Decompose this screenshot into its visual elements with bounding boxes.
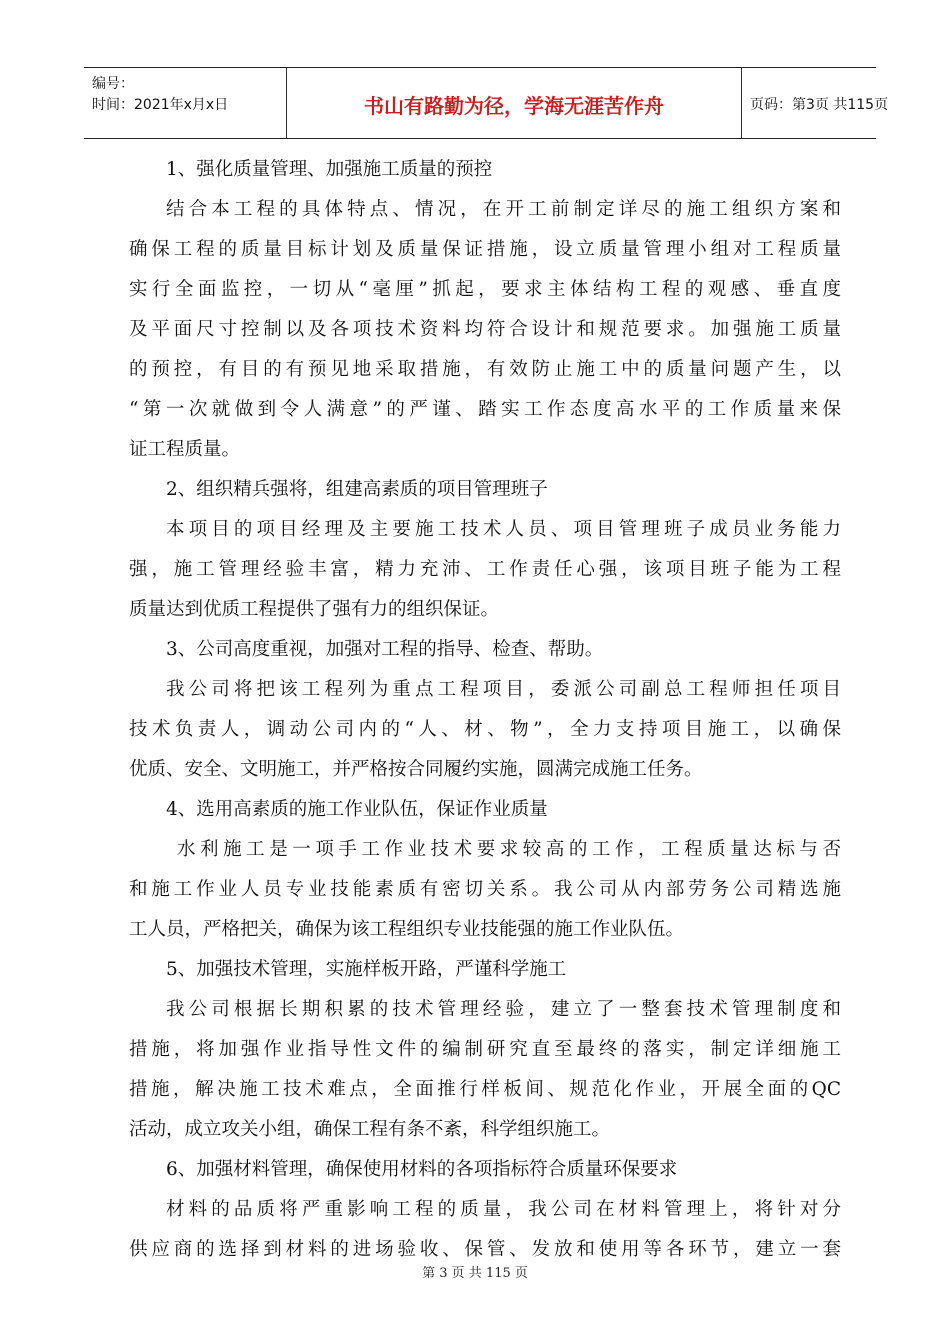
- document-body: [129, 150, 841, 1270]
- heading-5: 5、加强技术管理，实施样板开路，严谨科学施工: [166, 959, 567, 980]
- doc-date-label: 时间：2021年x月x日: [92, 97, 229, 113]
- paragraph-line: “第一次就做到令人满意”的严谨、踏实工作态度高水平的工作质量来保: [129, 399, 841, 420]
- paragraph-line: 我公司根据长期积累的技术管理经验，建立了一整套技术管理制度和: [166, 999, 841, 1020]
- header-meta: [84, 68, 284, 138]
- paragraph-line: 活动，成立攻关小组，确保工程有条不紊，科学组织施工。: [129, 1119, 611, 1140]
- header-motto: 书山有路勤为径，学海无涯苦作舟: [364, 94, 664, 118]
- paragraph-line: 本项目的项目经理及主要施工技术人员、项目管理班子成员业务能力: [166, 519, 841, 540]
- paragraph-line: 强，施工管理经验丰富，精力充沛、工作责任心强，该项目班子能为工程: [129, 559, 841, 580]
- paragraph-line: 优质、安全、文明施工，并严格按合同履约实施，圆满完成施工任务。: [129, 759, 703, 780]
- paragraph-line: 供应商的选择到材料的进场验收、保管、发放和使用等各环节，建立一套: [129, 1239, 841, 1260]
- paragraph-line: 材料的品质将严重影响工程的质量，我公司在材料管理上，将针对分: [166, 1199, 841, 1220]
- heading-6: 6、加强材料管理，确保使用材料的各项指标符合质量环保要求: [166, 1159, 678, 1180]
- heading-1: 1、强化质量管理、加强施工质量的预控: [166, 159, 493, 180]
- paragraph-line: 的预控，有目的有预见地采取措施，有效防止施工中的质量问题产生，以: [129, 359, 841, 380]
- paragraph-line: 实行全面监控，一切从“毫厘”抓起，要求主体结构工程的观感、垂直度: [129, 279, 841, 300]
- header-page-cell: [742, 68, 889, 138]
- paragraph-line: 措施，将加强作业指导性文件的编制研究直至最终的落实，制定详细施工: [129, 1039, 841, 1060]
- paragraph-line: 结合本工程的具体特点、情况，在开工前制定详尽的施工组织方案和: [166, 199, 841, 220]
- paragraph-line: 工人员，严格把关，确保为该工程组织专业技能强的施工作业队伍。: [129, 919, 685, 940]
- heading-2: 2、组织精兵强将，组建高素质的项目管理班子: [166, 479, 548, 500]
- paragraph-line: 证工程质量。: [129, 439, 241, 460]
- document-header: [84, 67, 889, 139]
- paragraph-line: 和施工作业人员专业技能素质有密切关系。我公司从内部劳务公司精选施: [129, 879, 841, 900]
- page-footer: 第 3 页 共 115 页: [422, 1266, 528, 1281]
- header-motto-cell: [286, 68, 742, 138]
- paragraph-line: 技术负责人，调动公司内的“人、材、物”，全力支持项目施工，以确保: [129, 719, 841, 740]
- doc-number-label: 编号：: [92, 76, 134, 92]
- paragraph-line: 措施，解决施工技术难点，全面推行样板间、规范化作业，开展全面的QC: [129, 1079, 841, 1100]
- heading-4: 4、选用高素质的施工作业队伍，保证作业质量: [166, 799, 548, 820]
- paragraph-line: 质量达到优质工程提供了强有力的组织保证。: [129, 599, 500, 620]
- paragraph-line: 确保工程的质量目标计划及质量保证措施，设立质量管理小组对工程质量: [129, 239, 841, 260]
- heading-3: 3、公司高度重视，加强对工程的指导、检查、帮助。: [166, 639, 604, 660]
- paragraph-line: 及平面尺寸控制以及各项技术资料均符合设计和规范要求。加强施工质量: [129, 319, 841, 340]
- header-page-info: 页码：第3页 共115页: [750, 97, 889, 113]
- paragraph-line: 我公司将把该工程列为重点工程项目，委派公司副总工程师担任项目: [166, 679, 841, 700]
- paragraph-line: 水利施工是一项手工作业技术要求较高的工作，工程质量达标与否: [177, 839, 841, 860]
